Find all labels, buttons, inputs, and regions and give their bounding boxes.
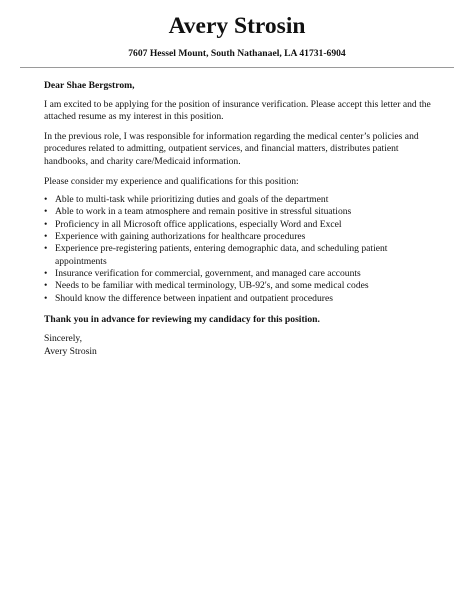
list-item-text: Should know the difference between inpatient and outpatient procedures (55, 292, 333, 304)
intro-paragraph: I am excited to be applying for the position of insurance verification. Please accept this letter and the attached resume as my interest in this position. (44, 98, 431, 123)
signature-name: Avery Strosin (44, 346, 97, 358)
list-item (44, 280, 436, 292)
bullet-icon: • (44, 280, 48, 292)
list-item-text: Needs to be familiar with medical terminology, UB-92's, and some medical codes (55, 280, 369, 292)
applicant-address: 7607 Hessel Mount, South Nathanael, LA 41731-6904 (128, 48, 346, 59)
bullet-icon: • (44, 218, 48, 230)
list-item-text: Able to work in a team atmosphere and remain positive in stressful situations (55, 206, 352, 218)
list-item (44, 231, 436, 243)
list-item (44, 243, 436, 268)
letter-body (44, 80, 436, 359)
salutation: Dear Shae Bergstrom, (44, 80, 135, 91)
list-item-text: Experience pre-registering patients, entering demographic data, and scheduling patient appointments (55, 243, 388, 267)
thank-you-line: Thank you in advance for reviewing my candidacy for this position. (44, 313, 320, 325)
list-item-text: Able to multi-task while prioritizing duties and goals of the department (55, 194, 329, 206)
bullet-icon: • (44, 231, 48, 243)
list-item-text: Proficiency in all Microsoft office applications, especially Word and Excel (55, 218, 342, 230)
qualifications-list (44, 194, 436, 305)
list-item (44, 206, 436, 218)
bullet-icon: • (44, 292, 48, 304)
bullet-icon: • (44, 194, 48, 206)
experience-paragraph: In the previous role, I was responsible for information regarding the medical center’s policies and procedures related to admitting, outpatient services, and financial matters, distributes patient handbooks, and charity care/Medicaid information. (44, 130, 419, 167)
list-item-text: Insurance verification for commercial, government, and managed care accounts (55, 267, 361, 279)
qualifications-intro: Please consider my experience and qualifications for this position: (44, 175, 299, 187)
list-item (44, 194, 436, 206)
closing: Sincerely, (44, 333, 83, 345)
bullet-icon: • (44, 206, 48, 218)
list-item-text: Experience with gaining authorizations for healthcare procedures (55, 231, 306, 243)
bullet-icon: • (44, 267, 48, 279)
list-item (44, 219, 436, 231)
header-divider (20, 67, 454, 68)
bullet-icon: • (44, 243, 48, 255)
list-item (44, 293, 436, 305)
applicant-name: Avery Strosin (168, 13, 306, 39)
list-item (44, 268, 436, 280)
